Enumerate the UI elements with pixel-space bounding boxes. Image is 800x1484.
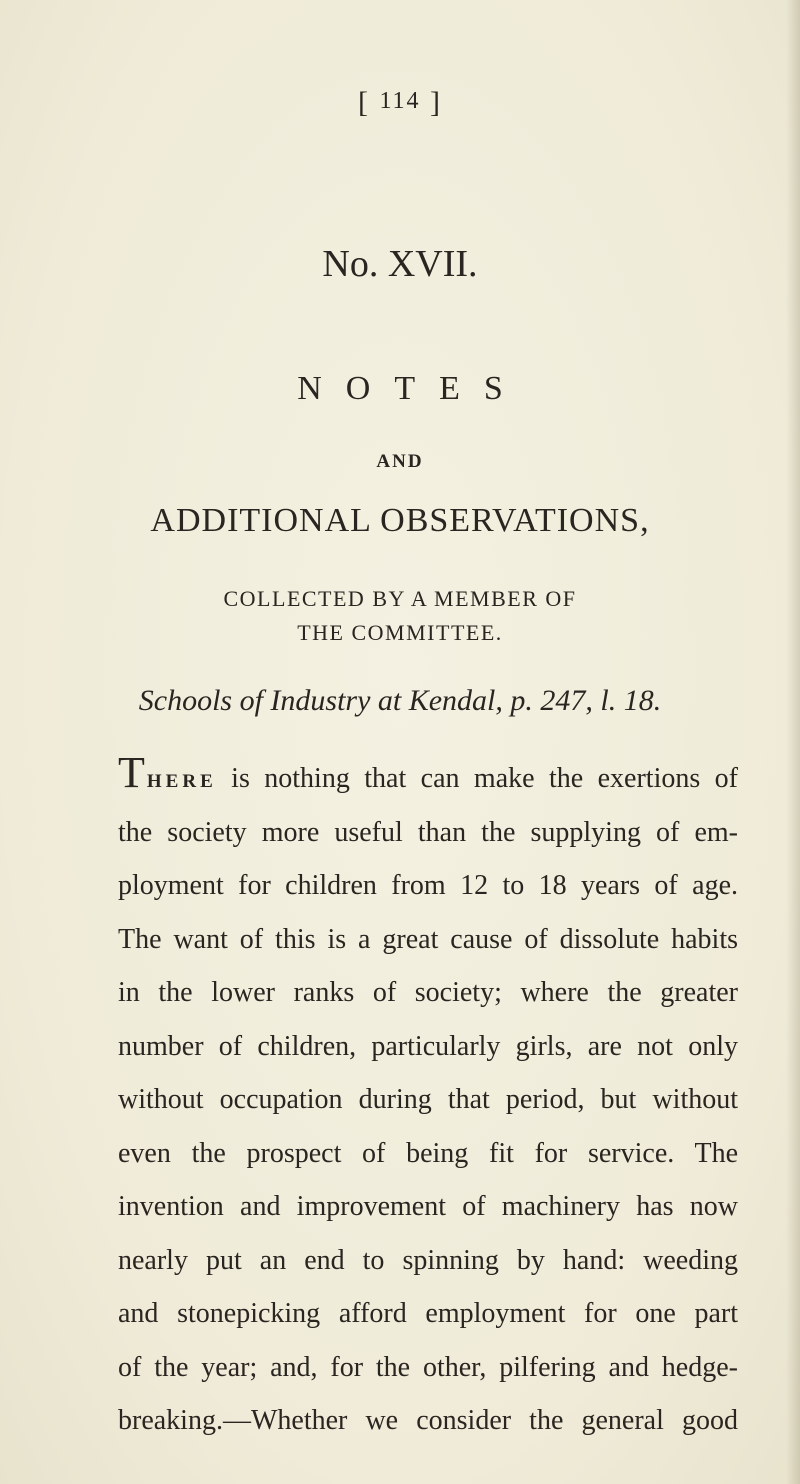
- body-line: without occupation during that period, but without: [118, 1084, 738, 1115]
- first-word-small-caps: HERE: [146, 771, 217, 792]
- body-line: and stonepicking afford employment for one part: [118, 1298, 738, 1329]
- body-line: even the prospect of being fit for service. The: [118, 1137, 738, 1169]
- page-number-close-bracket: ]: [430, 86, 443, 119]
- page-number-value: 114: [379, 88, 421, 114]
- body-line: the society more useful than the supplying of em-: [118, 816, 738, 848]
- body-line-1: [118, 748, 738, 806]
- body-line: The want of this is a great cause of dissolute habits: [118, 923, 738, 955]
- body-line: of the year; and, for the other, pilfering and hedge-: [118, 1351, 738, 1383]
- section-title: Schools of Industry at Kendal, p. 247, l. 18.: [138, 684, 662, 717]
- body-line: ployment for children from 12 to 18 years of age.: [118, 870, 738, 901]
- page-edge-shadow: [786, 0, 800, 1484]
- byline-line-2: THE COMMITTEE.: [297, 620, 503, 645]
- body-line: in the lower ranks of society; where the greater: [118, 977, 738, 1008]
- document-number-heading: No. XVII.: [322, 243, 478, 285]
- drop-cap: T: [118, 748, 145, 797]
- and-heading: AND: [376, 451, 424, 472]
- body-line: breaking.—Whether we consider the general good: [118, 1405, 738, 1436]
- body-line: nearly put an end to spinning by hand: weeding: [118, 1244, 738, 1276]
- page-number: [0, 86, 800, 120]
- body-line: number of children, particularly girls, are not only: [118, 1030, 738, 1062]
- page-number-open-bracket: [: [357, 86, 370, 119]
- body-line: invention and improvement of machinery has now: [118, 1191, 738, 1222]
- observations-heading: ADDITIONAL OBSERVATIONS,: [150, 502, 650, 539]
- first-line-text: is nothing that can make the exertions of: [216, 763, 738, 794]
- notes-heading: NOTES: [297, 370, 527, 407]
- body-paragraph: [118, 748, 738, 1448]
- byline-line-1: COLLECTED BY A MEMBER OF: [223, 586, 577, 611]
